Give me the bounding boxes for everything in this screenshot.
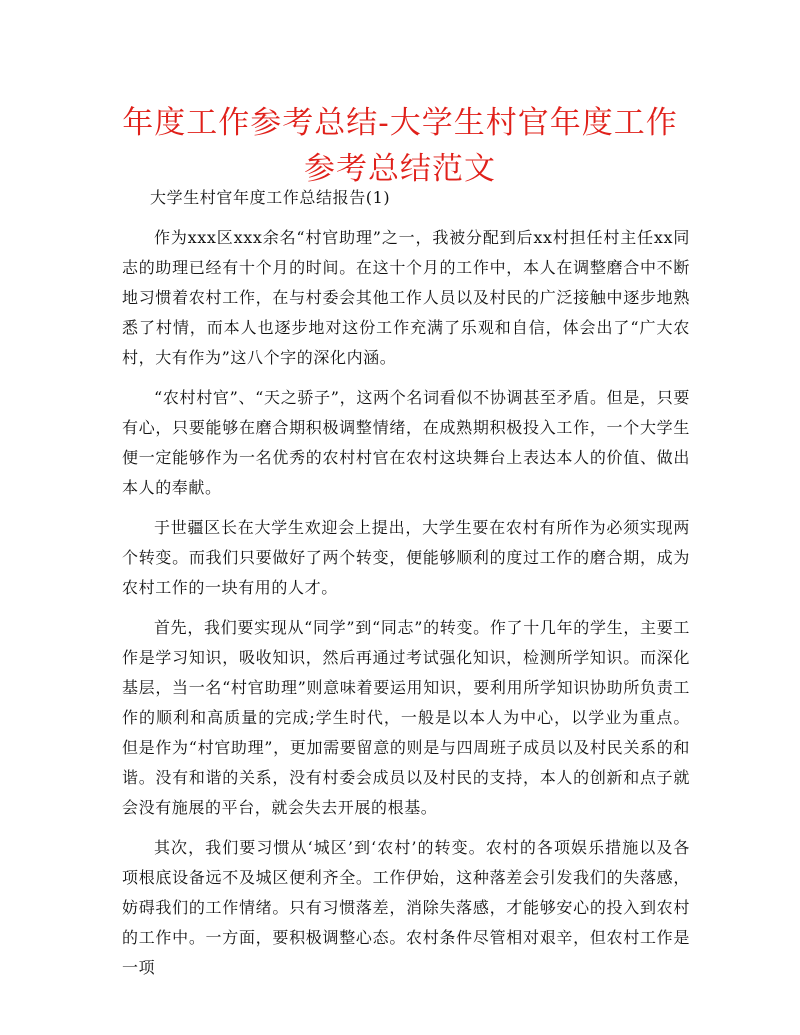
paragraph-3: 于世疆区长在大学生欢迎会上提出，大学生要在农村有所作为必须实现两个转变。而我们只要做好了两个转变，便能够顺利的度过工作的磨合期，成为农村工作的一块有用的人才。 bbox=[122, 518, 690, 597]
paragraph-4: 首先，我们要实现从“同学”到“同志”的转变。作了十几年的学生，主要工作是学习知识，吸收知识，然后再通过考试强化知识，检测所学知识。而深化基层，当一名“村官助理”则意味着要运用知识，要利用所学知识协助所负责工作的顺利和高质量的完成;学生时代，一般是以本人为中心，以学业为重点。但是作为“村官助理”，更加需要留意的则是与四周班子成员以及村民关系的和谐。没有和谐的关系，没有村委会成员以及村民的支持，本人的创新和点子就会没有施展的平台，就会失去开展的根基。 bbox=[122, 618, 690, 817]
paragraph-1: 作为xxx区xxx余名“村官助理”之一，我被分配到后xx村担任村主任xx同志的助理已经有十个月的时间。在这十个月的工作中，本人在调整磨合中不断地习惯着农村工作，在与村委会其他工作人员以及村民的广泛接触中逐步地熟悉了村情，而本人也逐步地对这份工作充满了乐观和自信，体会出了“广大农村，大有作为”这八个字的深化内涵。 bbox=[122, 228, 690, 367]
paragraph-5: 其次，我们要习惯从‘城区’到‘农村’的转变。农村的各项娱乐措施以及各项根底设备远不及城区便利齐全。工作伊始，这种落差会引发我们的失落感，妨碍我们的工作情绪。只有习惯落差，消除失落感，才能够安心的投入到农村的工作中。一方面，要积极调整心态。农村条件尽管相对艰辛，但农村工作是一项 bbox=[122, 838, 690, 977]
document-title: 年度工作参考总结-大学生村官年度工作参考总结范文 bbox=[122, 105, 678, 187]
document-body bbox=[122, 183, 690, 983]
section-subheading: 大学生村官年度工作总结报告(1) bbox=[150, 188, 391, 207]
paragraph-2: “农村村官”、“天之骄子”，这两个名词看似不协调甚至矛盾。但是，只要有心，只要能够在磨合期积极调整情绪，在成熟期积极投入工作，一个大学生便一定能够作为一名优秀的农村村官在农村这块舞台上表达本人的价值、做出本人的奉献。 bbox=[122, 388, 690, 497]
